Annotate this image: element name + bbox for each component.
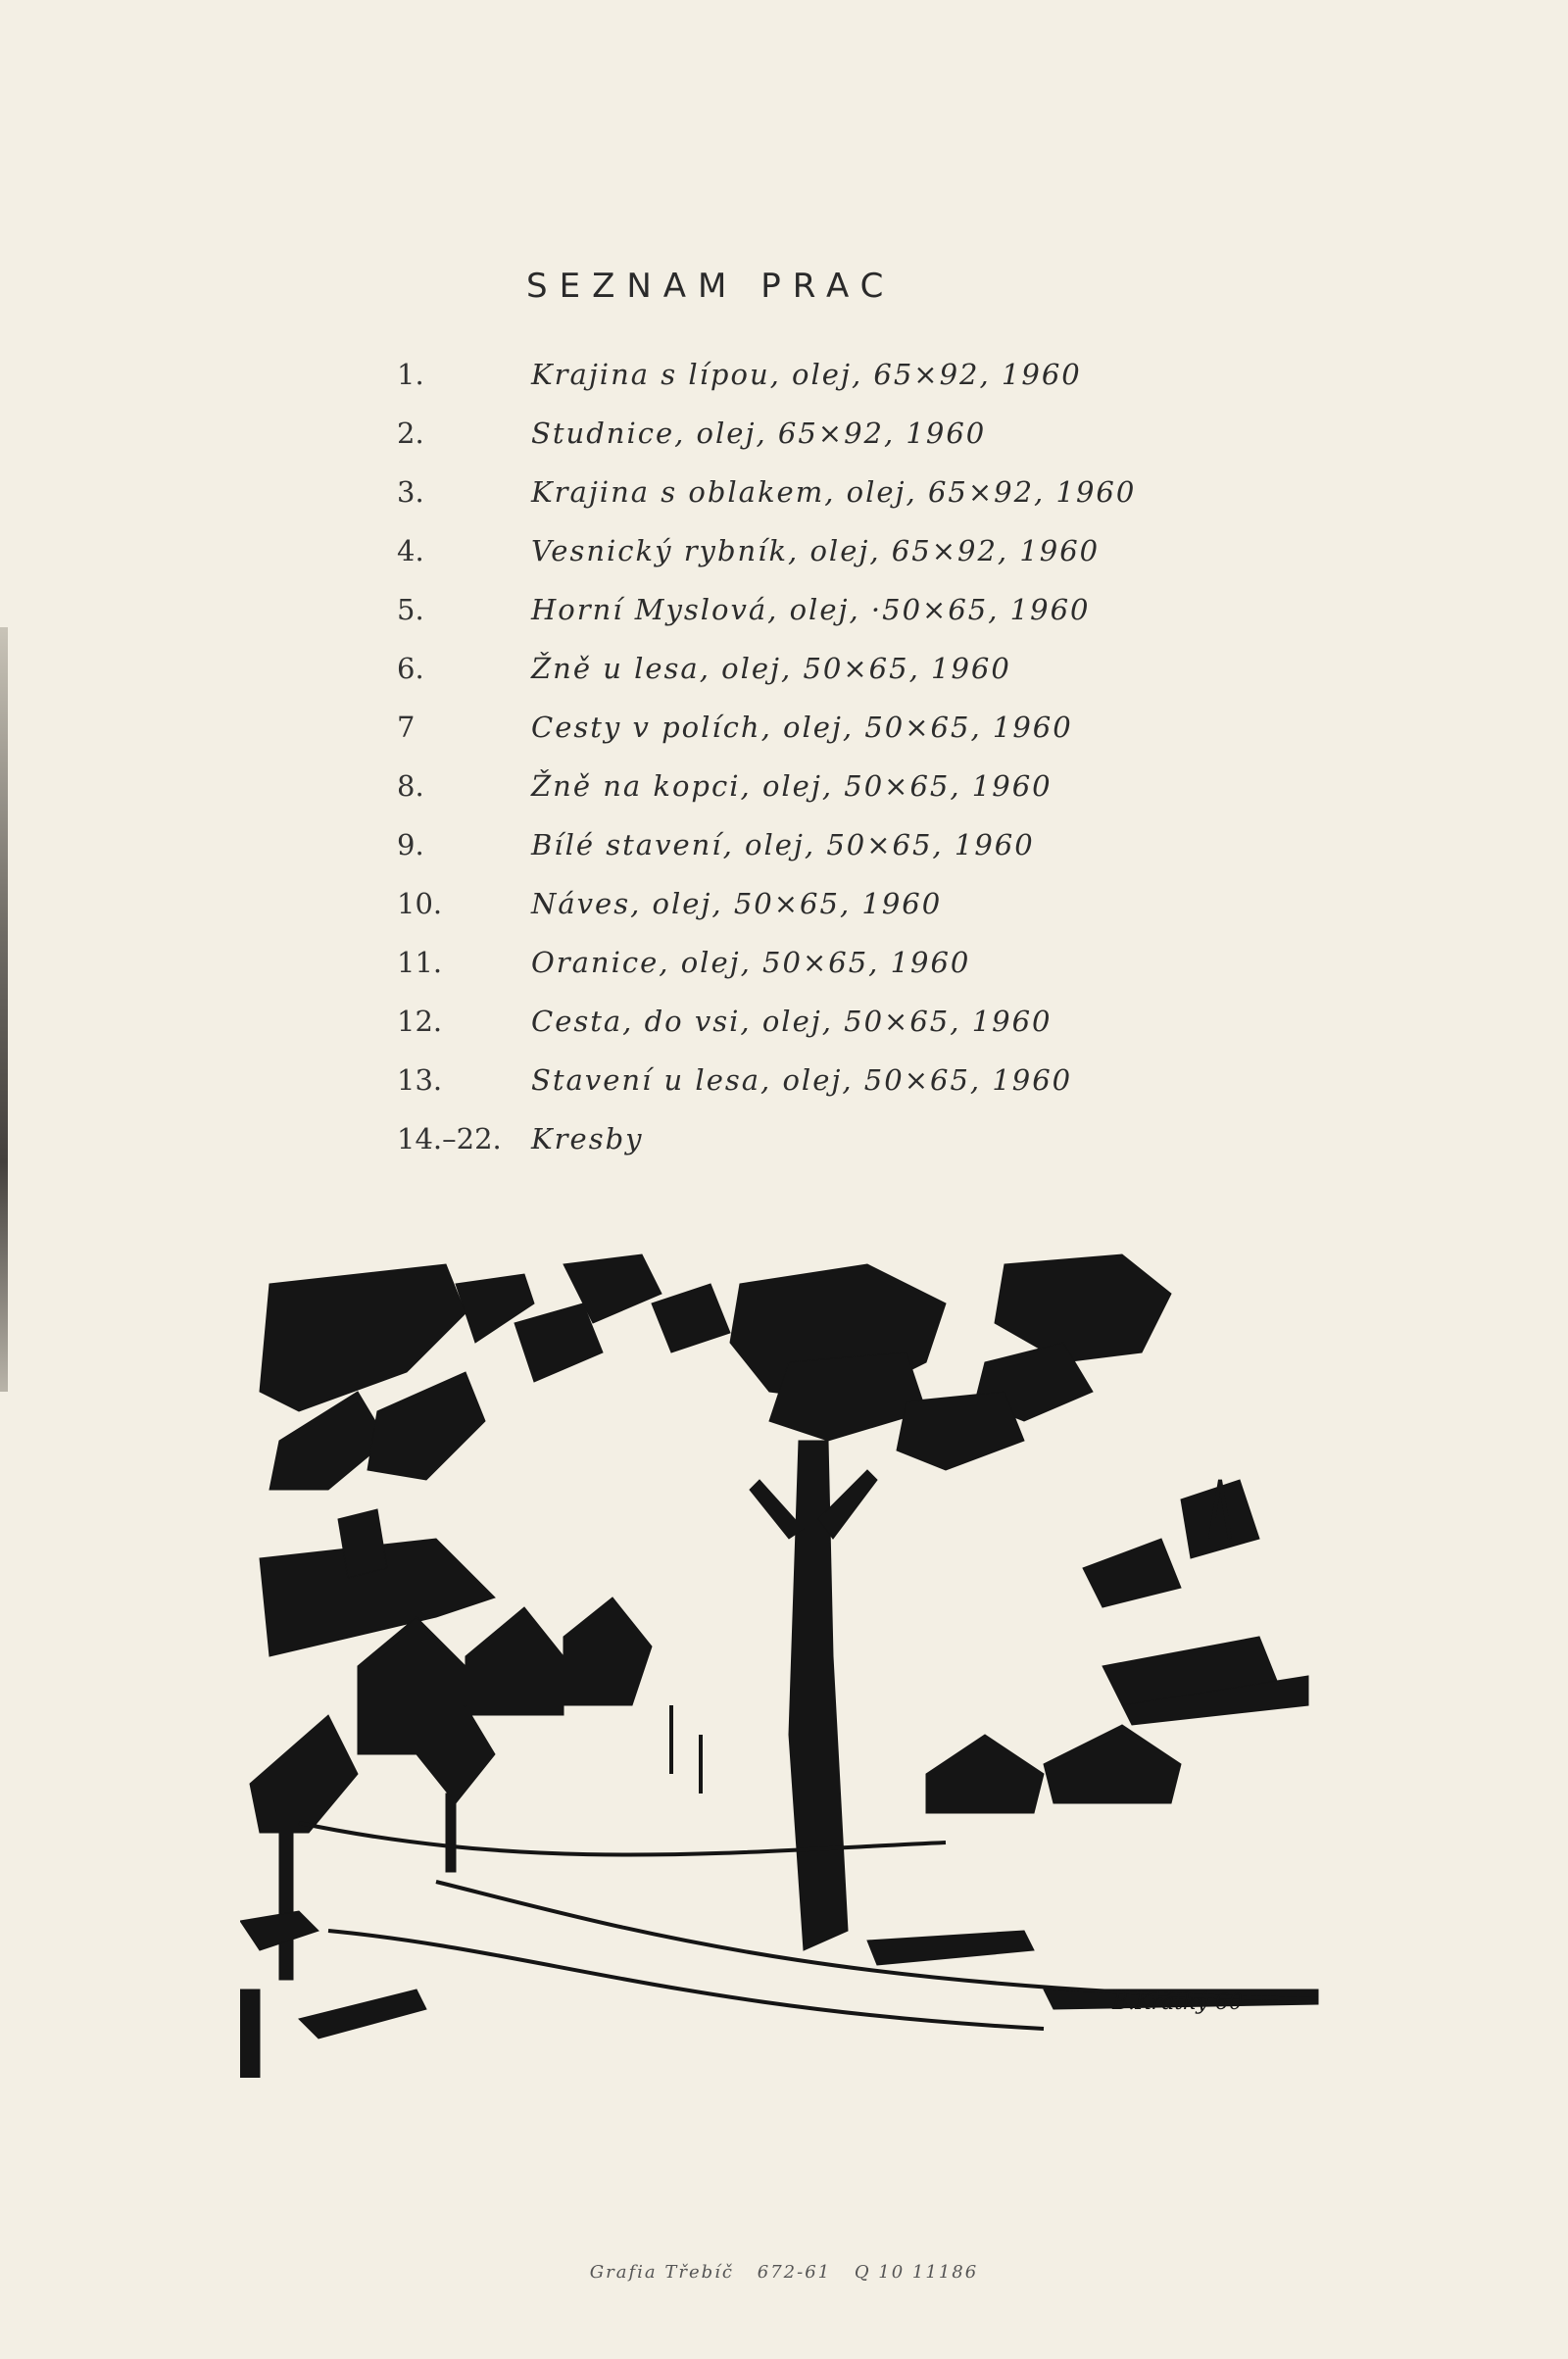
item-text: Cesta, do vsi, olej, 50×65, 1960 — [531, 1005, 1053, 1038]
landscape-illustration — [240, 1245, 1348, 2078]
item-text: Krajina s lípou, olej, 65×92, 1960 — [531, 358, 1082, 391]
list-item — [397, 887, 1279, 946]
page-title: SEZNAM PRAC — [526, 267, 896, 306]
list-item — [397, 652, 1279, 711]
list-item — [397, 1122, 1279, 1181]
item-text: Kresby — [531, 1122, 644, 1155]
item-number: 11. — [397, 946, 443, 979]
list-item — [397, 1063, 1279, 1122]
list-item — [397, 475, 1279, 534]
print-code: 672-61 — [757, 2262, 832, 2283]
artist-signature: B.Krátký 60 — [1112, 1990, 1243, 2015]
item-text: Žně na kopci, olej, 50×65, 1960 — [531, 769, 1053, 803]
item-number: 12. — [397, 1005, 443, 1038]
list-item — [397, 358, 1279, 417]
list-item — [397, 711, 1279, 769]
item-text: Studnice, olej, 65×92, 1960 — [531, 417, 987, 450]
list-item — [397, 1005, 1279, 1063]
item-number: 9. — [397, 828, 424, 861]
item-text: Náves, olej, 50×65, 1960 — [531, 887, 943, 920]
item-text: Bílé stavení, olej, 50×65, 1960 — [531, 828, 1035, 861]
item-number: 6. — [397, 652, 424, 685]
item-number: 7 — [397, 711, 416, 744]
item-text: Žně u lesa, olej, 50×65, 1960 — [531, 652, 1011, 685]
list-item — [397, 534, 1279, 593]
item-number: 1. — [397, 358, 424, 391]
list-item — [397, 828, 1279, 887]
item-number: 14.–22. — [397, 1122, 502, 1155]
item-number: 10. — [397, 887, 443, 920]
item-number: 4. — [397, 534, 424, 567]
item-text: Krajina s oblakem, olej, 65×92, 1960 — [531, 475, 1137, 509]
item-text: Stavení u lesa, olej, 50×65, 1960 — [531, 1063, 1073, 1097]
list-item — [397, 946, 1279, 1005]
print-reference: Q 10 11186 — [854, 2262, 979, 2283]
item-text: Vesnický rybník, olej, 65×92, 1960 — [531, 534, 1101, 567]
item-text: Oranice, olej, 50×65, 1960 — [531, 946, 971, 979]
printer-imprint — [0, 2262, 1568, 2283]
binding-edge-shadow — [0, 627, 8, 1392]
item-number: 3. — [397, 475, 424, 509]
item-number: 8. — [397, 769, 424, 803]
item-number: 13. — [397, 1063, 443, 1097]
item-number: 5. — [397, 593, 424, 626]
list-item — [397, 593, 1279, 652]
item-number: 2. — [397, 417, 424, 450]
printer-name: Grafia Třebíč — [589, 2262, 735, 2283]
item-text: Cesty v polích, olej, 50×65, 1960 — [531, 711, 1073, 744]
list-item — [397, 417, 1279, 475]
item-text: Horní Myslová, olej, ·50×65, 1960 — [531, 593, 1091, 626]
list-item — [397, 769, 1279, 828]
works-list — [397, 358, 1279, 1181]
